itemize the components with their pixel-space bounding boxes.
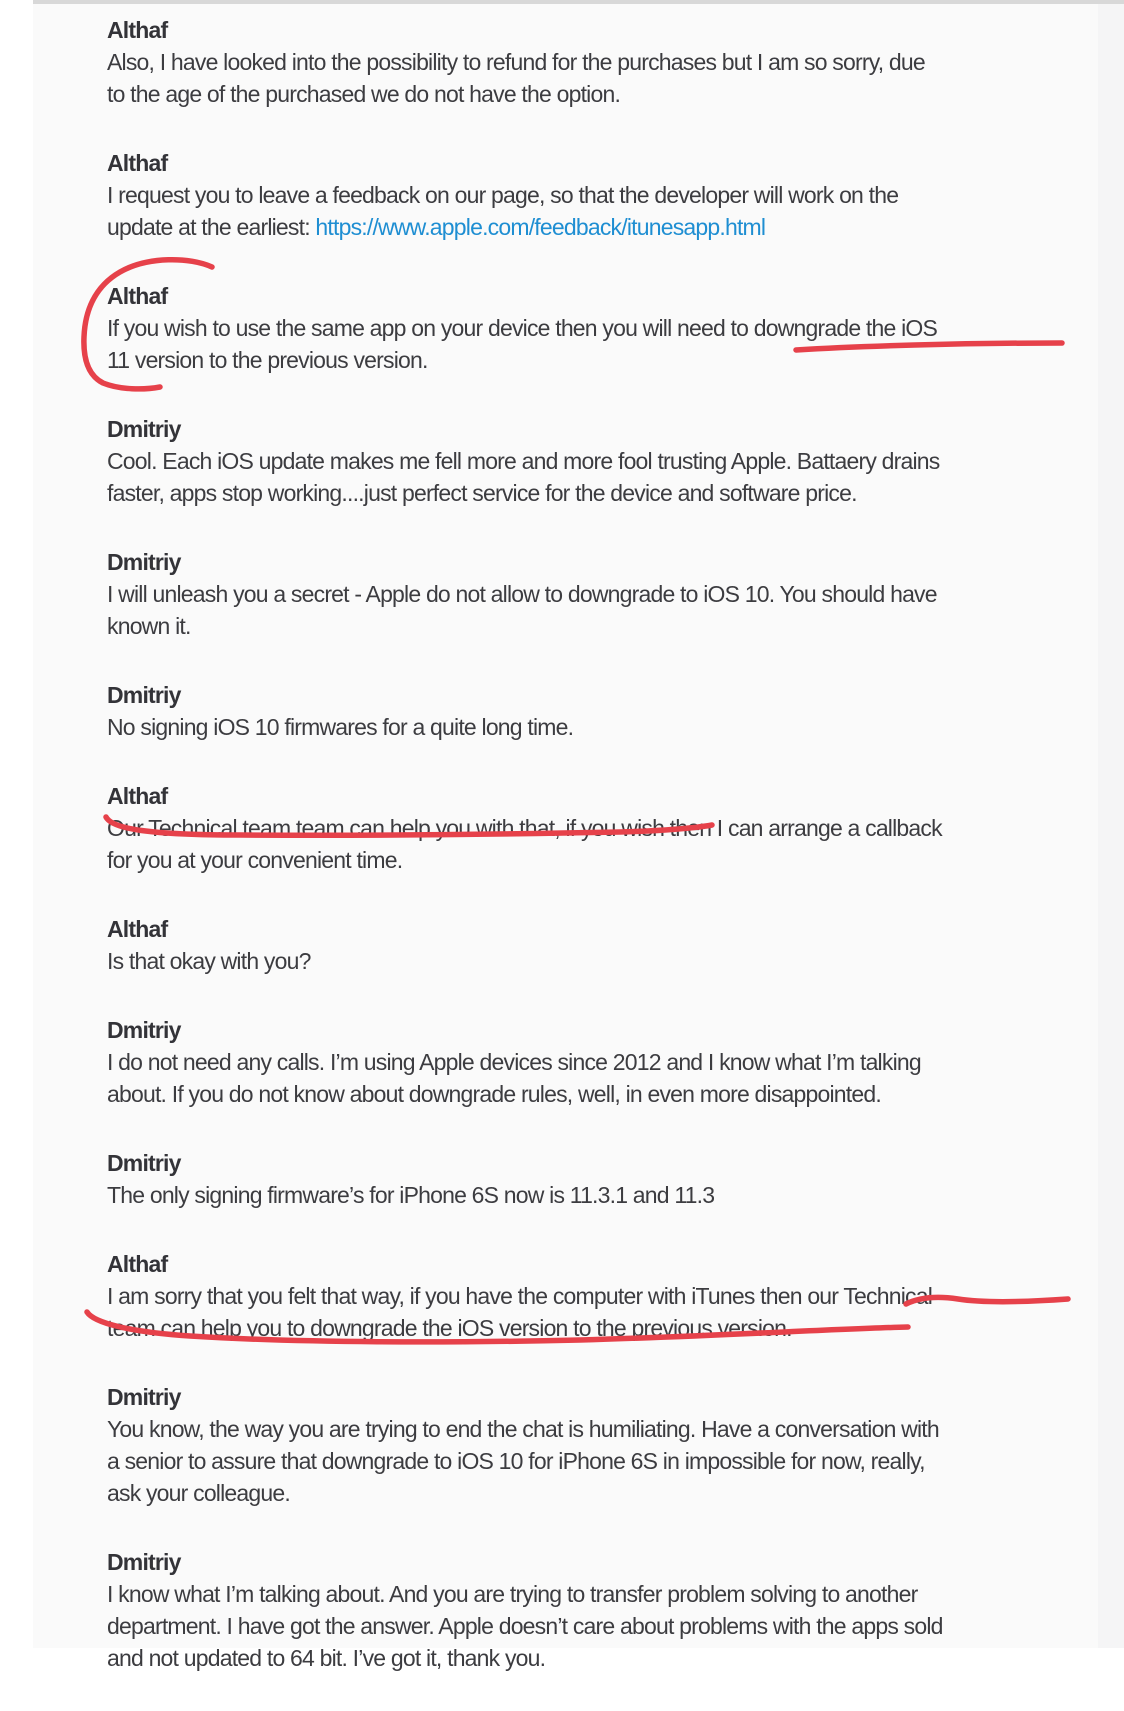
- chat-message: [107, 280, 1107, 376]
- message-author: Dmitriy: [107, 1017, 181, 1043]
- message-line: team can help you to downgrade the iOS version to the previous version.: [107, 1315, 792, 1341]
- message-body: [107, 179, 1107, 243]
- message-author: Dmitriy: [107, 682, 181, 708]
- message-author: Althaf: [107, 283, 168, 309]
- message-body: [107, 578, 1107, 642]
- message-body: [107, 812, 1107, 876]
- chat-message: [107, 913, 1107, 977]
- message-line: [107, 211, 1107, 243]
- message-body: [107, 445, 1107, 509]
- chat-message: [107, 1546, 1107, 1674]
- message-line-text: update at the earliest:: [107, 214, 316, 240]
- message-line: a senior to assure that downgrade to iOS 10 for iPhone 6S in impossible for now, really,: [107, 1448, 925, 1474]
- message-line: about. If you do not know about downgrade rules, well, in even more disappointed.: [107, 1081, 881, 1107]
- message-body: [107, 1413, 1107, 1509]
- message-line: The only signing firmware’s for iPhone 6S now is 11.3.1 and 11.3: [107, 1182, 715, 1208]
- message-line: for you at your convenient time.: [107, 847, 403, 873]
- message-line: If you wish to use the same app on your device then you will need to downgrade the iOS: [107, 315, 938, 341]
- message-author: Althaf: [107, 150, 168, 176]
- chat-message: [107, 780, 1107, 876]
- message-body: [107, 711, 1107, 743]
- message-author: Althaf: [107, 17, 168, 43]
- message-body: [107, 1280, 1107, 1344]
- message-line: I request you to leave a feedback on our page, so that the developer will work on the: [107, 182, 899, 208]
- chat-message: [107, 1248, 1107, 1344]
- message-line: department. I have got the answer. Apple doesn’t care about problems with the apps sold: [107, 1613, 943, 1639]
- message-author: Dmitriy: [107, 1150, 181, 1176]
- message-body: [107, 312, 1107, 376]
- chat-transcript: [107, 14, 1107, 1711]
- chat-message: [107, 546, 1107, 642]
- chat-message: [107, 147, 1107, 243]
- chat-message: [107, 679, 1107, 743]
- message-author: Dmitriy: [107, 549, 181, 575]
- message-author: Dmitriy: [107, 416, 181, 442]
- message-body: [107, 1046, 1107, 1110]
- message-line: Also, I have looked into the possibility to refund for the purchases but I am so sorry, due: [107, 49, 925, 75]
- message-line: to the age of the purchased we do not have the option.: [107, 81, 621, 107]
- message-line: ask your colleague.: [107, 1480, 290, 1506]
- message-line: I know what I’m talking about. And you are trying to transfer problem solving to another: [107, 1581, 918, 1607]
- message-author: Althaf: [107, 916, 168, 942]
- feedback-link[interactable]: https://www.apple.com/feedback/itunesapp.html: [315, 214, 766, 240]
- chat-message: [107, 1381, 1107, 1509]
- message-line: faster, apps stop working....just perfect service for the device and software price.: [107, 480, 857, 506]
- chat-message: [107, 1147, 1107, 1211]
- message-body: [107, 46, 1107, 110]
- message-line: Cool. Each iOS update makes me fell more and more fool trusting Apple. Battaery drains: [107, 448, 940, 474]
- chat-message: [107, 413, 1107, 509]
- message-line: known it.: [107, 613, 191, 639]
- message-author: Althaf: [107, 1251, 168, 1277]
- message-line: Is that okay with you?: [107, 948, 311, 974]
- message-body: [107, 945, 1107, 977]
- message-line: You know, the way you are trying to end the chat is humiliating. Have a conversation with: [107, 1416, 939, 1442]
- message-line: and not updated to 64 bit. I’ve got it, thank you.: [107, 1645, 546, 1671]
- chat-message: [107, 1014, 1107, 1110]
- message-line: I am sorry that you felt that way, if you have the computer with iTunes then our Technical: [107, 1283, 933, 1309]
- message-line: I do not need any calls. I’m using Apple devices since 2012 and I know what I’m talking: [107, 1049, 921, 1075]
- message-body: [107, 1578, 1107, 1674]
- message-line: I will unleash you a secret - Apple do not allow to downgrade to iOS 10. You should have: [107, 581, 937, 607]
- message-author: Althaf: [107, 783, 168, 809]
- message-line: No signing iOS 10 firmwares for a quite long time.: [107, 714, 574, 740]
- message-body: [107, 1179, 1107, 1211]
- message-line: 11 version to the previous version.: [107, 347, 428, 373]
- message-line: Our Technical team team can help you with that, if you wish then I can arrange a callback: [107, 815, 942, 841]
- message-author: Dmitriy: [107, 1549, 181, 1575]
- message-author: Dmitriy: [107, 1384, 181, 1410]
- chat-message: [107, 14, 1107, 110]
